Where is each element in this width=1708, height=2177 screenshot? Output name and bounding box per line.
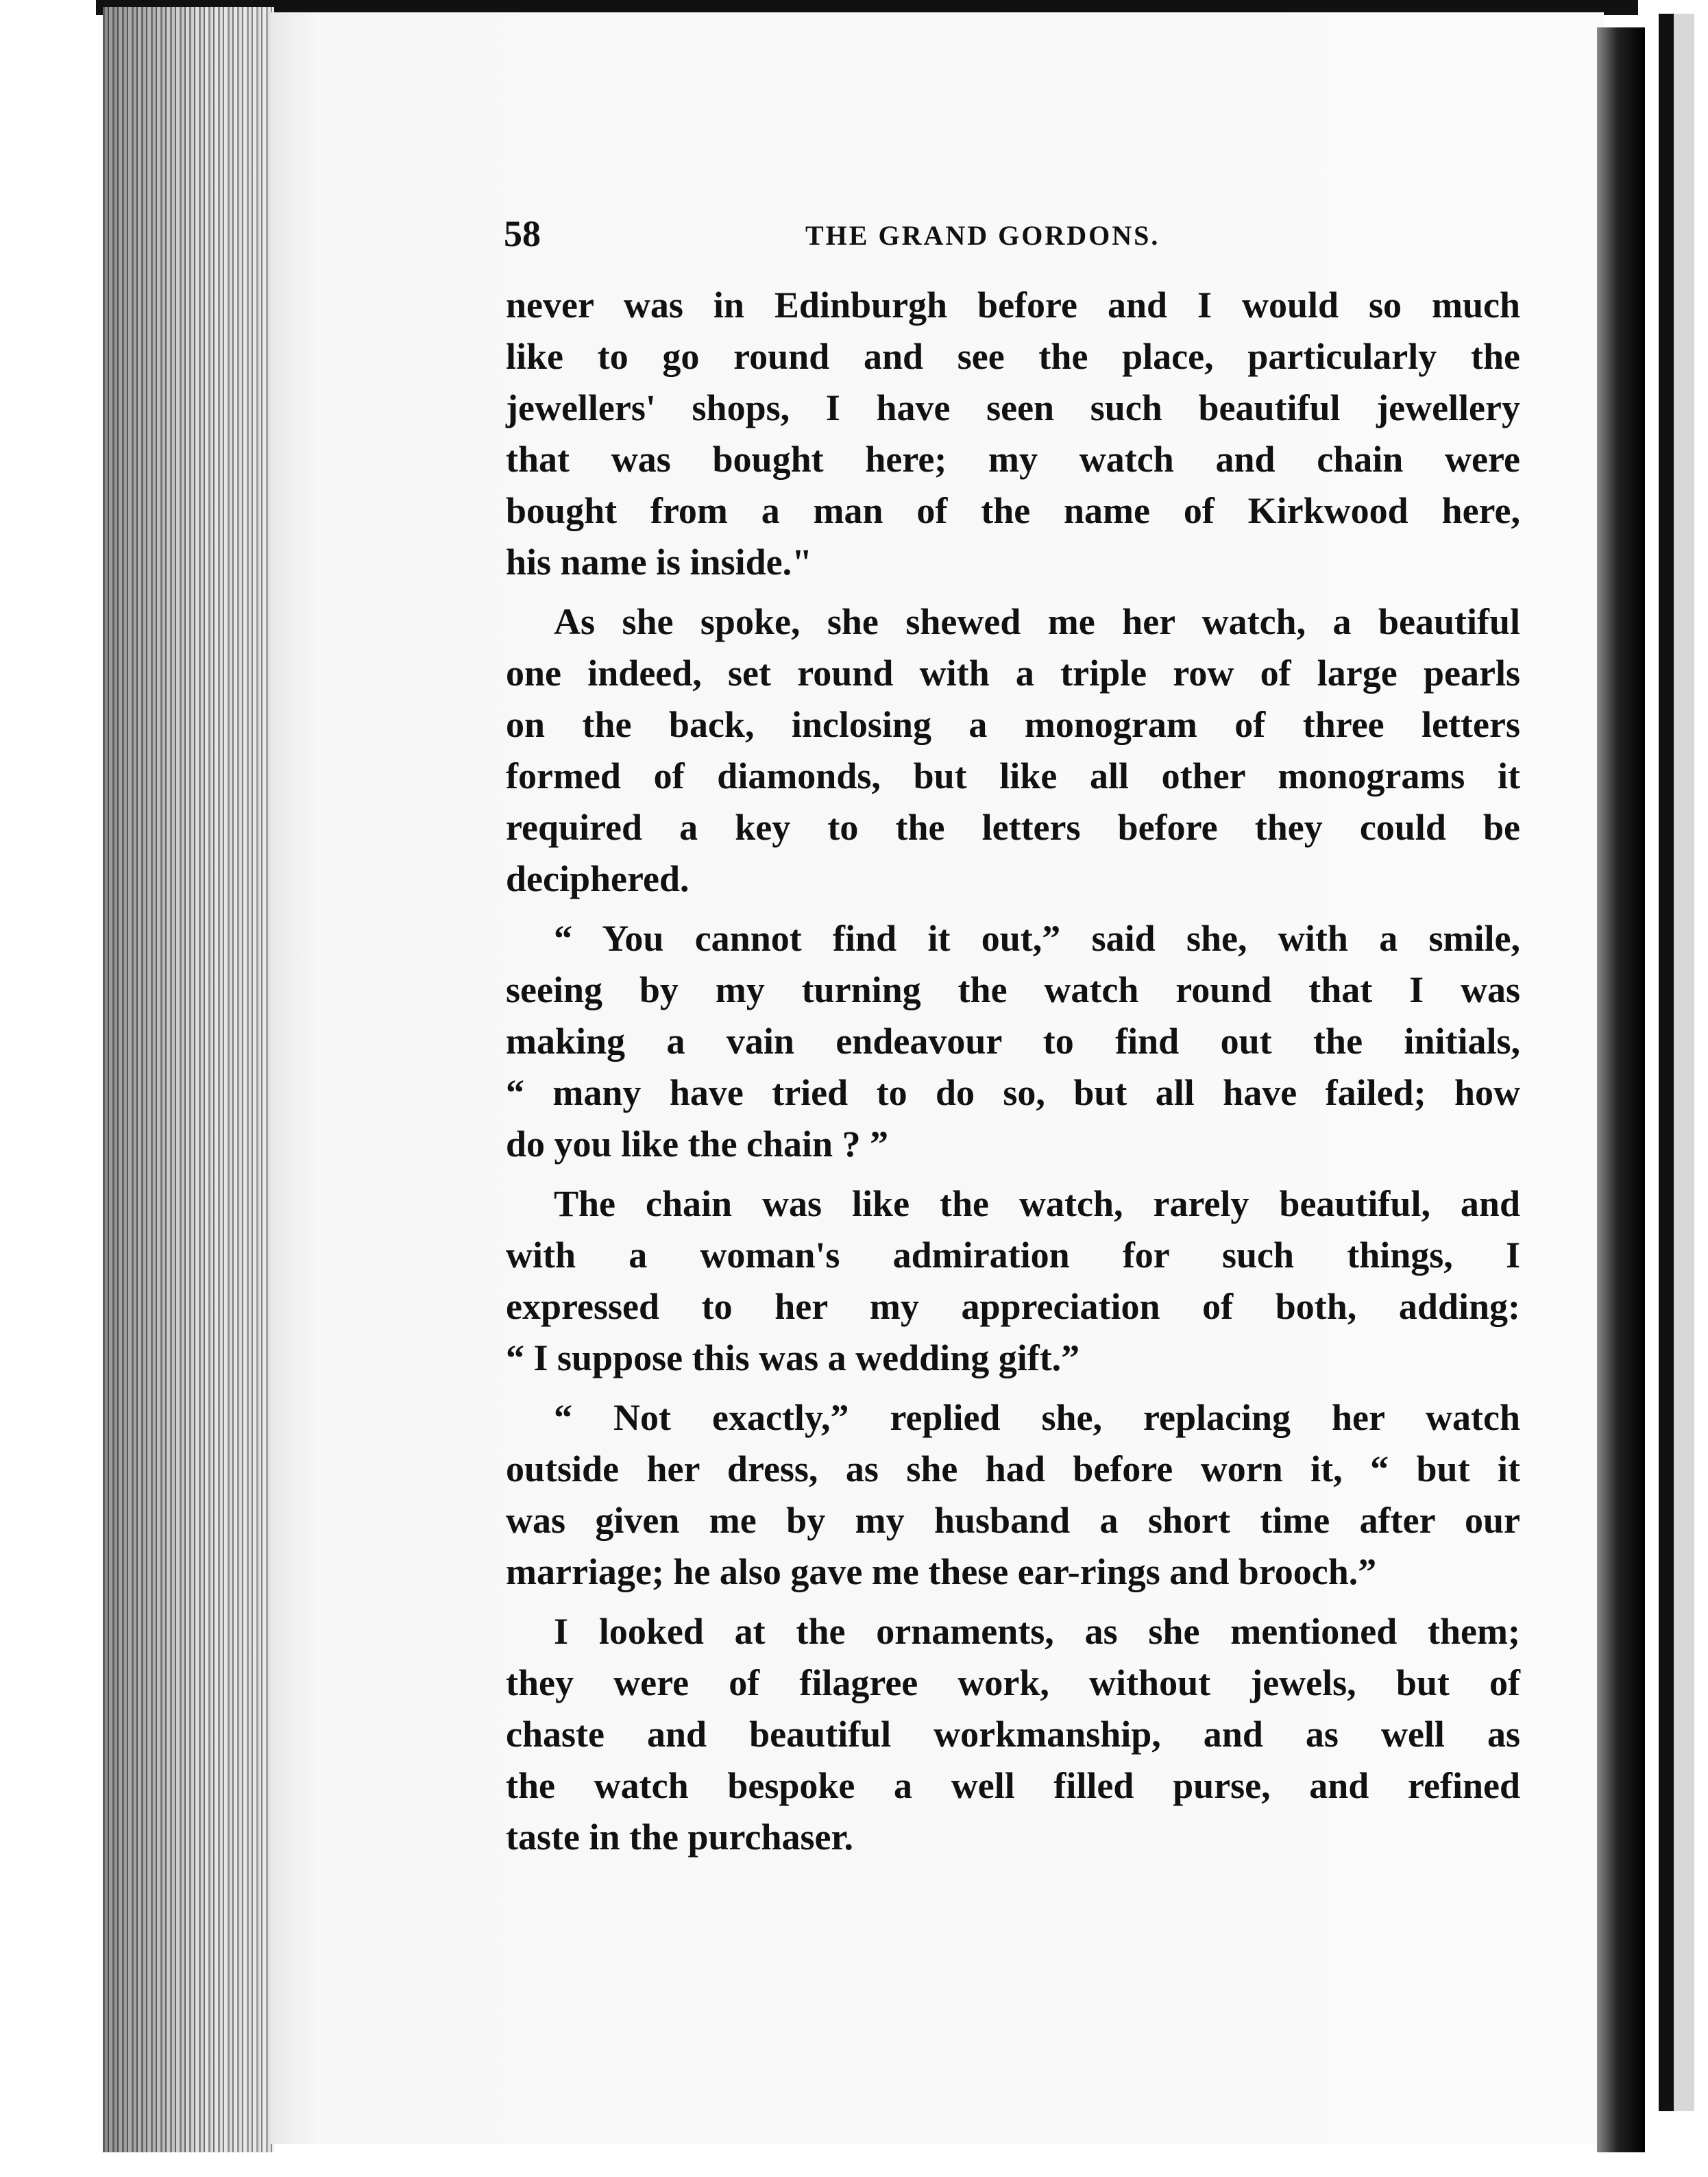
text-line: “ I suppose this was a wedding gift.” xyxy=(506,1337,1080,1378)
paragraph xyxy=(506,1392,1520,1598)
text-line: one indeed, set round with a triple row of large pearls xyxy=(506,653,1520,694)
paragraph xyxy=(506,596,1520,905)
text-line: with a woman's admiration for such things, I xyxy=(506,1235,1520,1276)
facing-page-edge xyxy=(1659,14,1674,2111)
text-line: deciphered. xyxy=(506,858,690,899)
text-line: jewellers' shops, I have seen such beautiful jewellery xyxy=(506,387,1520,428)
text-line: marriage; he also gave me these ear-rings and brooch.” xyxy=(506,1551,1377,1592)
running-head xyxy=(504,212,1525,260)
text-line: taste in the purchaser. xyxy=(506,1816,854,1858)
text-line: “ You cannot find it out,” said she, with a smile, xyxy=(554,918,1520,959)
text-line: required a key to the letters before they could be xyxy=(506,807,1520,848)
text-line: was given me by my husband a short time after our xyxy=(506,1500,1520,1541)
text-line: his name is inside." xyxy=(506,542,813,583)
text-line: “ Not exactly,” replied she, replacing her watch xyxy=(554,1397,1520,1438)
text-line: never was in Edinburgh before and I would so much xyxy=(506,284,1520,326)
text-line: seeing by my turning the watch round that I was xyxy=(506,969,1520,1010)
text-line: formed of diamonds, but like all other monograms it xyxy=(506,755,1520,796)
text-line: making a vain endeavour to find out the initials, xyxy=(506,1021,1520,1062)
page-number: 58 xyxy=(504,213,541,254)
text-line: The chain was like the watch, rarely beautiful, and xyxy=(554,1183,1520,1224)
text-line: on the back, inclosing a monogram of three letters xyxy=(506,704,1520,745)
paragraph xyxy=(506,1606,1520,1863)
text-line: “ many have tried to do so, but all have failed; how xyxy=(506,1072,1520,1113)
text-line: As she spoke, she shewed me her watch, a beautiful xyxy=(554,601,1520,642)
paragraph xyxy=(506,1178,1520,1384)
gutter-shadow xyxy=(1597,27,1645,2152)
paragraph xyxy=(506,280,1520,588)
text-line: I looked at the ornaments, as she mentioned them; xyxy=(554,1611,1520,1652)
running-title: THE GRAND GORDONS. xyxy=(805,220,1160,251)
text-line: expressed to her my appreciation of both, adding: xyxy=(506,1286,1520,1327)
text-line: outside her dress, as she had before worn it, “ but it xyxy=(506,1448,1520,1489)
body-text xyxy=(506,280,1520,1871)
text-line: chaste and beautiful workmanship, and as well as xyxy=(506,1714,1520,1755)
text-line: bought from a man of the name of Kirkwood here, xyxy=(506,490,1520,531)
text-line: do you like the chain ? ” xyxy=(506,1123,889,1165)
page-edges-shade xyxy=(103,7,274,2152)
text-line: that was bought here; my watch and chain were xyxy=(506,439,1520,480)
facing-page-strip xyxy=(1674,14,1694,2111)
text-line: the watch bespoke a well filled purse, and refined xyxy=(506,1765,1520,1806)
text-line: like to go round and see the place, particularly the xyxy=(506,336,1520,377)
text-line: they were of filagree work, without jewels, but of xyxy=(506,1662,1520,1703)
paragraph xyxy=(506,913,1520,1170)
